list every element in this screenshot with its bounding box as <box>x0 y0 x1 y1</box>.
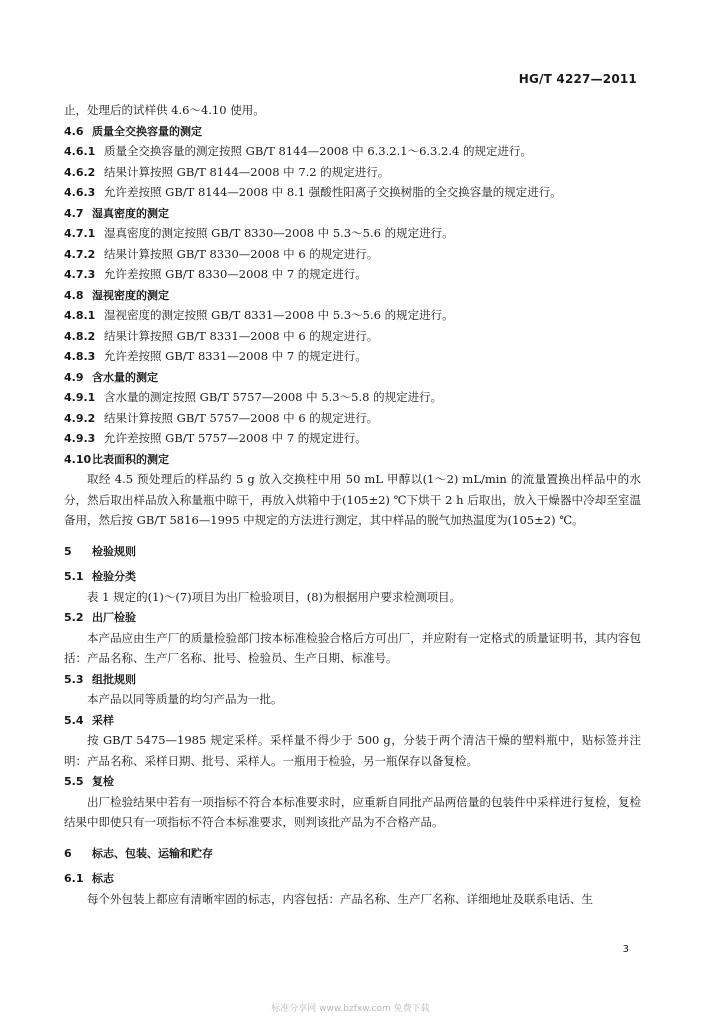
clause-text: 允许差按照 GB/T 8330—2008 中 7 的规定进行。 <box>104 267 367 281</box>
document-body <box>64 100 641 909</box>
heading-title: 标志、包装、运输和贮存 <box>92 846 213 860</box>
section-heading <box>64 203 641 224</box>
clause-line <box>64 223 641 244</box>
clause-number: 4.7 <box>64 206 84 220</box>
clause-line <box>64 264 641 285</box>
clause-line <box>64 305 641 326</box>
section-heading <box>64 367 641 388</box>
section-heading <box>64 541 641 562</box>
paragraph: 本产品应由生产厂的质量检验部门按本标准检验合格后方可出厂，并应附有一定格式的质量证明书，其内容包括：产品名称、生产厂名称、批号、检验员、生产日期、标准号。 <box>64 630 641 665</box>
spacer <box>64 833 641 843</box>
section-heading <box>64 285 641 306</box>
clause-number: 4.9.3 <box>64 432 96 445</box>
clause-number: 4.6.2 <box>64 165 96 179</box>
clause-number: 4.7.2 <box>64 247 96 261</box>
clause-number: 4.10 <box>64 452 92 466</box>
clause-number: 5.5 <box>64 775 84 788</box>
heading-title: 复检 <box>92 775 114 788</box>
clause-line <box>64 182 641 203</box>
clause-number: 6.1 <box>64 872 84 885</box>
clause-line <box>64 326 641 347</box>
heading-title: 采样 <box>92 713 114 727</box>
clause-text: 结果计算按照 GB/T 8330—2008 中 6 的规定进行。 <box>104 246 379 261</box>
clause-line <box>64 244 641 265</box>
paragraph: 本产品以同等质量的均匀产品为一批。 <box>87 692 283 706</box>
paragraph: 取经 4.5 预处理后的样品约 5 g 放入交换柱中用 50 mL 甲醇以(1～2) mL/min 的流量置换出样品中的水分，然后取出样品放入称量瓶中晾干，再放入烘箱中于(105±2) ℃下烘干 2 h 后取出，放入干燥器中冷却至室温备用，然后按 GB/T 5816—1995 中规定的方法进行测定，其中样品的脱气加热温度为(105±2) ℃。 <box>64 472 641 527</box>
paragraph: 表 1 规定的(1)～(7)项目为出厂检验项目，(8)为根据用户要求检测项目。 <box>87 589 461 604</box>
clause-number: 4.8.1 <box>64 309 96 322</box>
heading-title: 湿视密度的测定 <box>92 288 169 302</box>
clause-text: 允许差按照 GB/T 8144—2008 中 8.1 强酸性阳离子交换树脂的全交换容量的规定进行。 <box>104 185 562 199</box>
clause-line <box>64 387 641 408</box>
heading-title: 湿真密度的测定 <box>92 206 169 220</box>
spacer <box>64 531 641 541</box>
heading-title: 含水量的测定 <box>92 370 158 384</box>
section-heading <box>64 843 641 864</box>
clause-number: 4.8 <box>64 288 84 302</box>
text-line: 止，处理后的试样供 4.6～4.10 使用。 <box>64 103 265 117</box>
clause-number: 4.9 <box>64 370 84 384</box>
heading-title: 标志 <box>92 872 114 885</box>
clause-text: 结果计算按照 GB/T 8144—2008 中 7.2 的规定进行。 <box>104 164 390 179</box>
clause-number: 4.8.3 <box>64 350 96 363</box>
paragraph: 出厂检验结果中若有一项指标不符合本标准要求时，应重新自同批产品两倍量的包装件中采样进行复检，复检结果中即使只有一项指标不符合本标准要求，则判该批产品为不合格产品。 <box>64 794 641 829</box>
section-heading <box>64 566 641 587</box>
clause-text: 允许差按照 GB/T 5757—2008 中 7 的规定进行。 <box>104 431 367 445</box>
clause-number: 4.7.3 <box>64 268 96 281</box>
clause-number: 4.8.2 <box>64 329 96 343</box>
clause-number: 4.7.1 <box>64 227 96 240</box>
clause-number: 4.9.2 <box>64 411 96 425</box>
clause-number: 4.6.1 <box>64 145 96 158</box>
clause-number: 6 <box>64 846 72 860</box>
heading-title: 比表面积的测定 <box>92 452 169 466</box>
heading-title: 检验分类 <box>92 570 136 583</box>
section-heading <box>64 710 641 731</box>
section-heading <box>64 771 641 792</box>
clause-number: 5.1 <box>64 570 84 583</box>
clause-text: 湿真密度的测定按照 GB/T 8330—2008 中 5.3～5.6 的规定进行。 <box>104 226 454 240</box>
section-heading <box>64 669 641 690</box>
paragraph: 按 GB/T 5475—1985 规定采样。采样量不得少于 500 g，分装于两个清洁干燥的塑料瓶中，贴标签并注明：产品名称、采样日期、批号、采样人。一瓶用于检验，另一瓶保存以备复检。 <box>64 733 641 768</box>
section-heading <box>64 868 641 889</box>
paragraph: 每个外包装上都应有清晰牢固的标志，内容包括：产品名称、生产厂名称、详细地址及联系电话、生 <box>87 891 593 906</box>
heading-title: 检验规则 <box>92 544 136 558</box>
heading-title: 出厂检验 <box>92 611 136 624</box>
clause-line <box>64 141 641 162</box>
footer-watermark: 标准分享网 www.bzfxw.com 免费下载 <box>271 1004 430 1014</box>
clause-line <box>64 408 641 429</box>
section-heading <box>64 121 641 142</box>
clause-number: 5.3 <box>64 672 84 686</box>
clause-number: 4.6 <box>64 124 84 138</box>
heading-title: 组批规则 <box>92 672 136 686</box>
clause-number: 4.6.3 <box>64 186 96 199</box>
clause-text: 湿视密度的测定按照 GB/T 8331—2008 中 5.3～5.6 的规定进行。 <box>104 308 454 322</box>
clause-text: 质量全交换容量的测定按照 GB/T 8144—2008 中 6.3.2.1～6.3.2.4 的规定进行。 <box>104 144 532 158</box>
clause-text: 含水量的测定按照 GB/T 5757—2008 中 5.3～5.8 的规定进行。 <box>104 390 443 404</box>
clause-number: 5 <box>64 544 72 558</box>
clause-text: 结果计算按照 GB/T 5757—2008 中 6 的规定进行。 <box>104 410 379 425</box>
clause-line <box>64 428 641 449</box>
clause-line <box>64 346 641 367</box>
heading-title: 质量全交换容量的测定 <box>92 124 202 138</box>
clause-line <box>64 162 641 183</box>
clause-number: 4.9.1 <box>64 391 96 404</box>
clause-text: 结果计算按照 GB/T 8331—2008 中 6 的规定进行。 <box>104 328 379 343</box>
section-heading <box>64 449 641 470</box>
clause-text: 允许差按照 GB/T 8331—2008 中 7 的规定进行。 <box>104 349 367 363</box>
page-number: 3 <box>622 944 629 955</box>
section-heading <box>64 607 641 628</box>
clause-number: 5.4 <box>64 713 84 727</box>
standard-code: HG/T 4227—2011 <box>518 72 637 86</box>
clause-number: 5.2 <box>64 611 84 624</box>
